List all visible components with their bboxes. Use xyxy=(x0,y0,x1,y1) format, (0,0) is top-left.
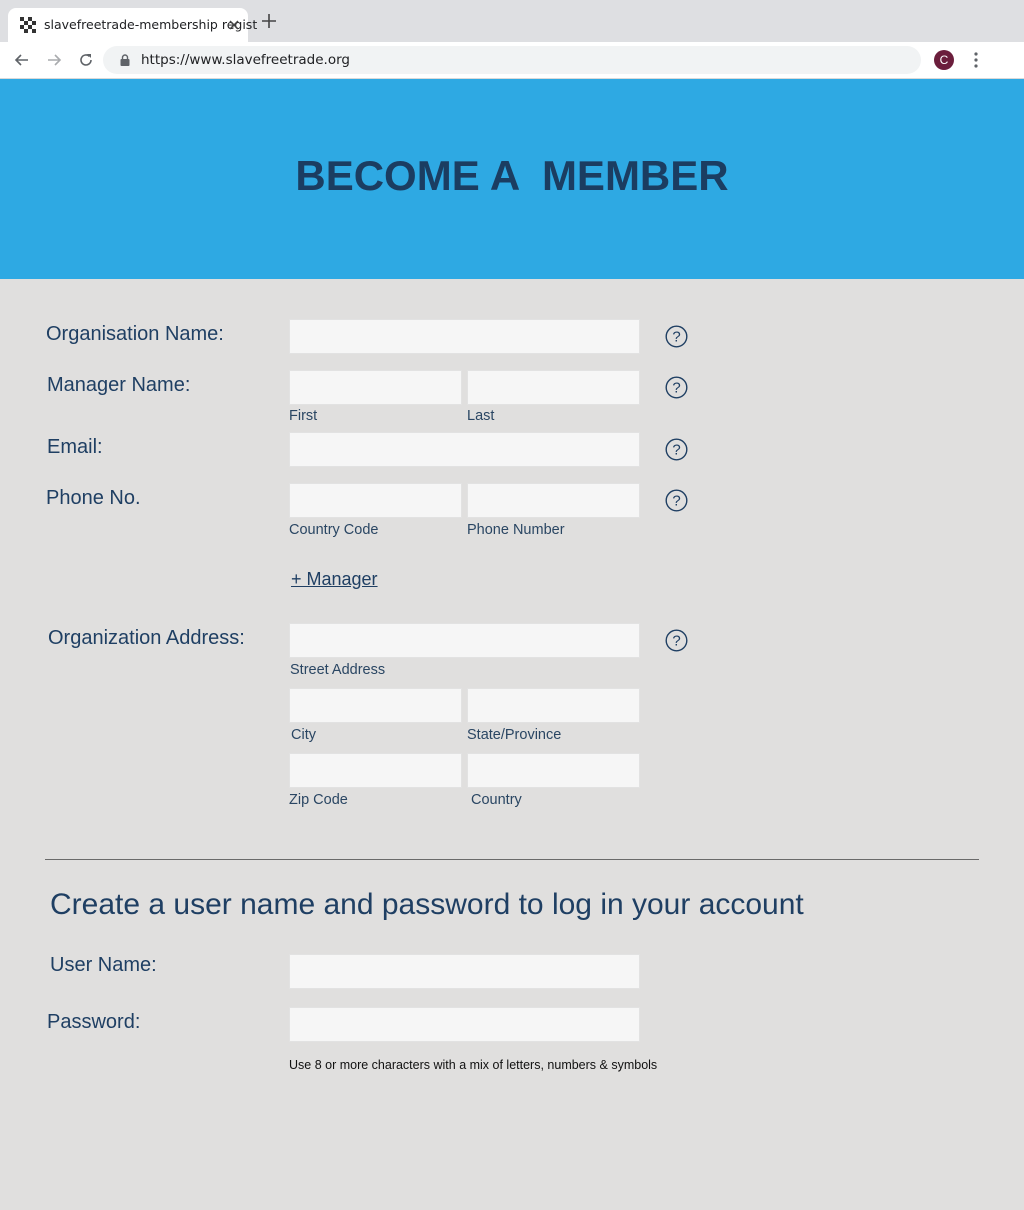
section-divider xyxy=(45,859,979,860)
forward-arrow-icon[interactable] xyxy=(45,51,63,69)
tab-title: slavefreetrade-membership regist xyxy=(44,17,258,32)
country-code-input[interactable] xyxy=(289,483,462,518)
manager-first-name-input[interactable] xyxy=(289,370,462,405)
email-input[interactable] xyxy=(289,432,640,467)
svg-text:?: ? xyxy=(672,632,681,650)
url-text: https://www.slavefreetrade.org xyxy=(141,52,350,68)
svg-text:?: ? xyxy=(672,441,681,459)
street-address-sublabel: Street Address xyxy=(290,662,386,678)
last-name-sublabel: Last xyxy=(467,408,495,424)
reload-icon[interactable] xyxy=(77,51,95,69)
password-hint: Use 8 or more characters with a mix of letters, numbers & symbols xyxy=(289,1058,658,1072)
address-bar[interactable] xyxy=(103,46,921,74)
zip-code-input[interactable] xyxy=(289,753,462,788)
country-sublabel: Country xyxy=(471,792,522,808)
manager-name-label: Manager Name: xyxy=(47,374,191,396)
phone-number-sublabel: Phone Number xyxy=(467,522,565,538)
phone-label: Phone No. xyxy=(46,487,141,509)
city-input[interactable] xyxy=(289,688,462,723)
organisation-name-input[interactable] xyxy=(289,319,640,354)
svg-text:?: ? xyxy=(672,379,681,397)
page-title: BECOME A MEMBER xyxy=(295,152,729,199)
username-label: User Name: xyxy=(50,954,157,976)
password-input[interactable] xyxy=(289,1007,640,1042)
svg-text:?: ? xyxy=(672,328,681,346)
new-tab-icon[interactable] xyxy=(260,12,278,30)
email-label: Email: xyxy=(47,436,103,458)
password-label: Password: xyxy=(47,1011,141,1033)
svg-text:?: ? xyxy=(672,492,681,510)
back-arrow-icon[interactable] xyxy=(13,51,31,69)
country-code-sublabel: Country Code xyxy=(289,522,379,538)
city-sublabel: City xyxy=(291,727,316,743)
site-favicon-icon xyxy=(20,17,36,33)
organisation-name-label: Organisation Name: xyxy=(46,323,224,345)
browser-tab-strip xyxy=(0,0,1024,42)
lock-icon xyxy=(120,54,130,66)
zip-code-sublabel: Zip Code xyxy=(289,792,348,808)
more-options-icon[interactable] xyxy=(968,51,984,69)
phone-number-input[interactable] xyxy=(467,483,640,518)
country-input[interactable] xyxy=(467,753,640,788)
help-icon[interactable] xyxy=(665,629,688,652)
profile-avatar[interactable]: C xyxy=(934,50,954,70)
username-input[interactable] xyxy=(289,954,640,989)
state-province-sublabel: State/Province xyxy=(467,727,562,743)
first-name-sublabel: First xyxy=(289,408,318,424)
state-province-input[interactable] xyxy=(467,688,640,723)
help-icon[interactable] xyxy=(665,376,688,399)
help-icon[interactable] xyxy=(665,489,688,512)
help-icon[interactable] xyxy=(665,438,688,461)
street-address-input[interactable] xyxy=(289,623,640,658)
browser-toolbar xyxy=(0,42,1024,79)
help-icon[interactable] xyxy=(665,325,688,348)
tab-close-icon[interactable] xyxy=(226,17,242,33)
browser-tab[interactable] xyxy=(8,8,258,42)
manager-last-name-input[interactable] xyxy=(467,370,640,405)
hero-banner xyxy=(0,79,1024,279)
organization-address-label: Organization Address: xyxy=(48,627,245,649)
account-section-title: Create a user name and password to log in your account xyxy=(50,888,804,921)
add-manager-link[interactable]: + Manager xyxy=(291,569,378,589)
